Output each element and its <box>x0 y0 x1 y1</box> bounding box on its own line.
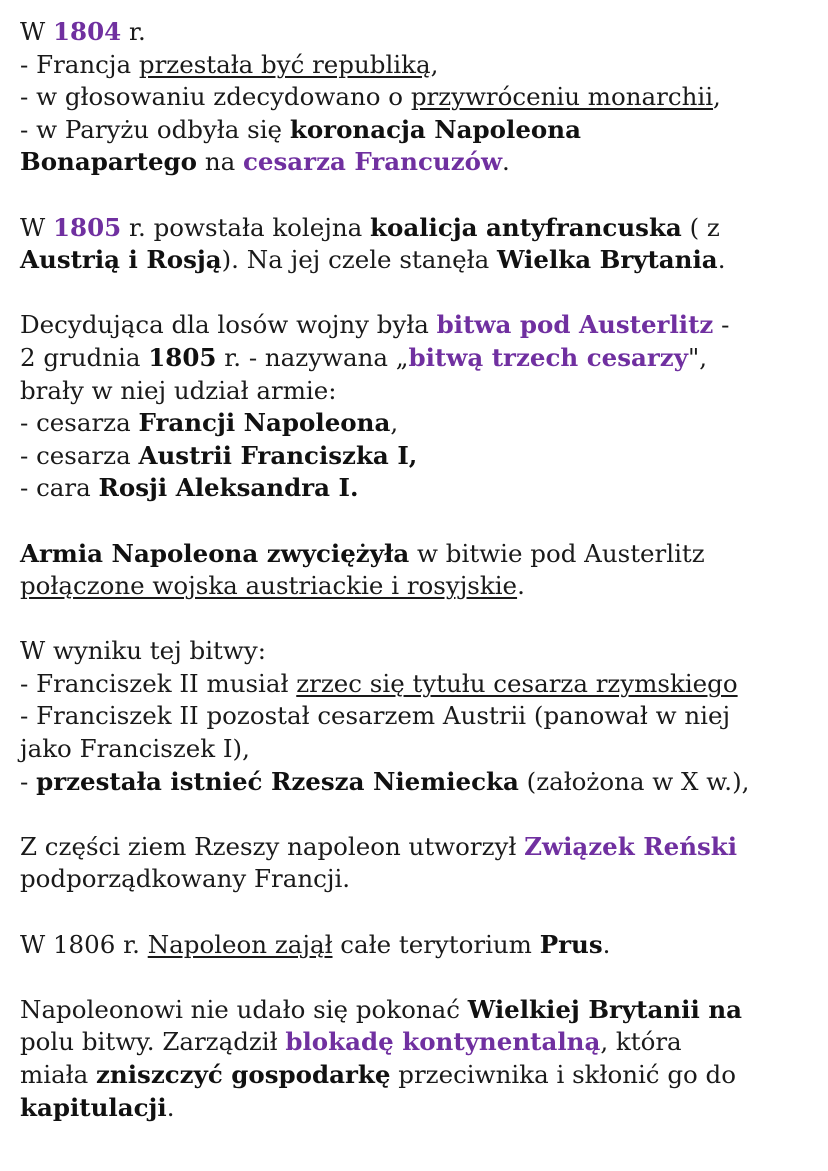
text-run: 2 grudnia <box>20 342 149 372</box>
paragraph-4 <box>20 538 812 603</box>
text-line <box>20 668 812 701</box>
text-run: - cara <box>20 473 99 503</box>
bold-text: Armia Napoleona zwyciężyła <box>20 538 410 568</box>
text-run: ). Na jej czele stanęła <box>221 245 497 275</box>
bold-text: koalicja antyfrancuska <box>370 212 682 242</box>
paragraph-1 <box>20 16 812 179</box>
text-line <box>20 929 812 962</box>
text-run: Z części ziem Rzeszy napoleon utworzył <box>20 831 525 861</box>
text-run: brały w niej udział armie: <box>20 375 337 405</box>
highlight-text: 1805 <box>52 212 122 242</box>
text-line <box>20 1059 812 1092</box>
bold-text: kapitulacji <box>20 1092 167 1122</box>
bold-text: Austrią i Rosją <box>20 245 222 275</box>
paragraph-8 <box>20 994 812 1124</box>
bold-text: Wielkiej Brytanii na <box>467 994 743 1024</box>
underlined-text: Napoleon zajął <box>147 929 333 959</box>
text-run: przeciwnika i skłonić go do <box>390 1060 736 1089</box>
text-line <box>20 407 812 440</box>
text-line <box>20 244 812 277</box>
text-line <box>20 146 812 179</box>
text-run: jako Franciszek I), <box>20 734 250 764</box>
text-run: miała <box>20 1060 97 1089</box>
text-run: - w głosowaniu zdecydowano o <box>20 82 411 112</box>
text-run: . <box>502 147 510 177</box>
bold-text: Wielka Brytania <box>496 245 718 275</box>
text-run: - Francja <box>20 49 139 79</box>
text-run: , <box>430 49 439 79</box>
text-run: ", <box>687 342 708 372</box>
text-line <box>20 81 812 114</box>
text-run: - <box>20 766 37 796</box>
text-run: r. - nazywana „ <box>216 342 409 372</box>
text-run: . <box>517 571 525 601</box>
bold-text: Prus <box>539 929 603 959</box>
text-run: Napoleonowi nie udało się pokonać <box>20 994 468 1024</box>
text-run: . <box>166 1092 175 1122</box>
text-line <box>20 733 812 766</box>
text-run: r. <box>121 17 146 46</box>
text-run: podporządkowany Francji. <box>20 864 351 894</box>
text-run: - w Paryżu odbyła się <box>20 114 290 144</box>
bold-text: Rosji Aleksandra I. <box>98 473 359 503</box>
text-run: r. powstała kolejna <box>121 212 371 242</box>
text-run: , która <box>600 1027 682 1057</box>
bold-text: Bonapartego <box>20 147 198 177</box>
bold-text: koronacja Napoleona <box>289 114 581 144</box>
text-run: - <box>713 310 730 340</box>
text-run: . <box>717 245 726 275</box>
text-run: - Franciszek II musiał <box>20 668 297 698</box>
text-line <box>20 831 812 864</box>
text-line <box>20 472 812 505</box>
text-line <box>20 635 812 668</box>
paragraph-7 <box>20 929 812 962</box>
text-run: W <box>20 212 53 242</box>
text-line <box>20 49 812 82</box>
text-line <box>20 700 812 733</box>
paragraph-2 <box>20 212 812 277</box>
text-line <box>20 1026 812 1059</box>
text-line <box>20 1092 812 1125</box>
text-run: W 1806 r. <box>20 929 148 959</box>
bold-text: Austrii Franciszka I, <box>138 440 418 470</box>
text-run: , <box>390 408 399 438</box>
text-run: polu bitwy. Zarządził <box>20 1027 286 1057</box>
text-run: Decydująca dla losów wojny była <box>20 310 437 340</box>
text-line <box>20 766 812 799</box>
text-run: , <box>713 82 721 112</box>
text-run: - cesarza <box>20 440 139 470</box>
text-line <box>20 114 812 147</box>
text-run: - cesarza <box>20 408 139 438</box>
underlined-text: zrzec się tytułu cesarza rzymskiego <box>296 668 738 698</box>
text-line <box>20 342 812 375</box>
text-run: W wyniku tej bitwy: <box>20 636 266 666</box>
bold-text: 1805 <box>148 342 217 372</box>
text-line <box>20 570 812 603</box>
paragraph-6 <box>20 831 812 896</box>
text-run: W <box>20 17 53 46</box>
bold-text: przestała istnieć Rzesza Niemiecka <box>36 766 519 796</box>
text-line <box>20 212 812 245</box>
text-run: ( z <box>681 212 720 242</box>
highlight-text: bitwą trzech cesarzy <box>408 342 688 372</box>
highlight-text: 1804 <box>52 17 122 46</box>
underlined-text: połączone wojska austriackie i rosyjskie <box>20 571 518 601</box>
text-line <box>20 538 812 571</box>
text-line <box>20 440 812 473</box>
underlined-text: przestała być republiką <box>138 49 431 79</box>
text-run: całe terytorium <box>332 929 540 959</box>
underlined-text: przywróceniu monarchii <box>410 82 714 112</box>
text-line <box>20 16 812 49</box>
text-line <box>20 375 812 408</box>
highlight-text: Związek Reński <box>524 831 738 861</box>
text-run: . <box>602 929 611 959</box>
text-run: (założona w X w.), <box>518 766 750 796</box>
text-line <box>20 994 812 1027</box>
text-run: w bitwie pod Austerlitz <box>409 538 705 568</box>
text-line <box>20 863 812 896</box>
text-run: na <box>197 147 243 177</box>
text-run: - Franciszek II pozostał cesarzem Austrii (panował w niej <box>20 701 731 731</box>
highlight-text: blokadę kontynentalną <box>285 1027 601 1057</box>
highlight-text: bitwa pod Austerlitz <box>436 310 714 340</box>
paragraph-3 <box>20 309 812 505</box>
highlight-text: cesarza Francuzów <box>243 147 503 177</box>
bold-text: Francji Napoleona <box>138 408 391 438</box>
paragraph-5 <box>20 635 812 798</box>
text-line <box>20 309 812 342</box>
bold-text: zniszczyć gospodarkę <box>96 1060 391 1089</box>
